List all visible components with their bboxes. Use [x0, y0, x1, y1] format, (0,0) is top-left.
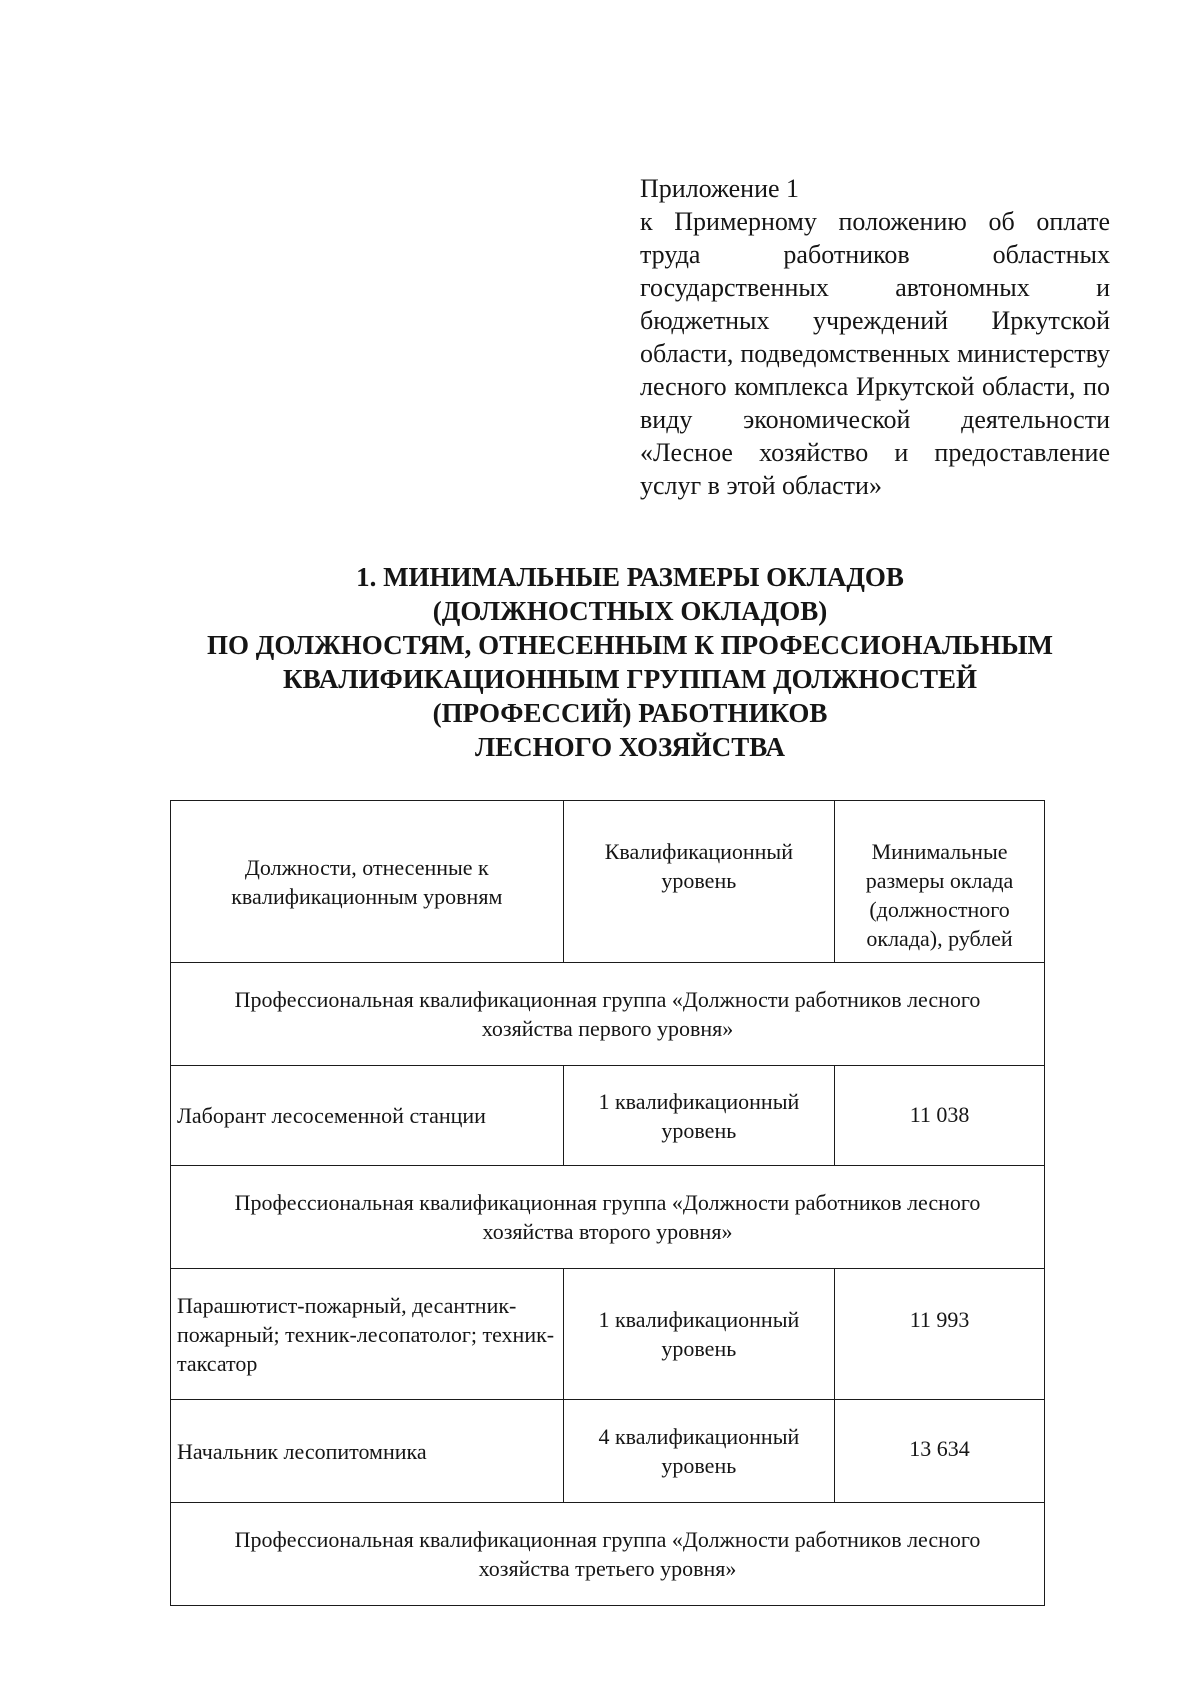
group-row	[171, 1166, 1045, 1269]
salary-cell: 11 993	[835, 1269, 1045, 1400]
appendix-text: к Примерному положению об оплате труда работников областных государственных автономных и бюджетных учреждений Иркутской области, подведомственных министерству лесного комплекса Иркутской области, по виду экономической деятельности «Лесное хозяйство и предоставление услуг в этой области»	[640, 207, 1110, 500]
group-title: Профессиональная квалификационная группа «Должности работников лесного хозяйства первого уровня»	[171, 963, 1045, 1066]
heading-line: ЛЕСНОГО ХОЗЯЙСТВА	[474, 732, 786, 762]
heading-line: 1. МИНИМАЛЬНЫЕ РАЗМЕРЫ ОКЛАДОВ	[356, 562, 904, 592]
position-cell: Парашютист-пожарный, десантник-пожарный; техник-лесопатолог; техник-таксатор	[171, 1269, 564, 1400]
group-title: Профессиональная квалификационная группа «Должности работников лесного хозяйства третьего уровня»	[171, 1503, 1045, 1606]
group-title: Профессиональная квалификационная группа «Должности работников лесного хозяйства второго уровня»	[171, 1166, 1045, 1269]
salary-cell: 13 634	[835, 1400, 1045, 1503]
header-salary: Минимальные размеры оклада (должностного оклада), рублей	[835, 801, 1045, 963]
table-row	[171, 1400, 1045, 1503]
salary-cell: 11 038	[835, 1066, 1045, 1166]
group-row	[171, 963, 1045, 1066]
table-row	[171, 1066, 1045, 1166]
header-positions: Должности, отнесенные к квалификационным уровням	[171, 801, 564, 963]
table-row	[171, 1269, 1045, 1400]
heading-line: (ДОЛЖНОСТНЫХ ОКЛАДОВ)	[432, 596, 828, 626]
group-row	[171, 1503, 1045, 1606]
position-cell: Лаборант лесосеменной станции	[171, 1066, 564, 1166]
appendix-block	[640, 172, 1110, 502]
heading-line: ПО ДОЛЖНОСТЯМ, ОТНЕСЕННЫМ К ПРОФЕССИОНАЛЬНЫМ	[206, 630, 1054, 660]
level-cell: 1 квалификационный уровень	[563, 1066, 834, 1166]
salary-table	[170, 800, 1045, 1606]
table-header-row	[171, 801, 1045, 963]
heading-line: КВАЛИФИКАЦИОННЫМ ГРУППАМ ДОЛЖНОСТЕЙ	[283, 664, 977, 694]
level-cell: 4 квалификационный уровень	[563, 1400, 834, 1503]
document-heading	[150, 560, 1110, 764]
level-cell: 1 квалификационный уровень	[563, 1269, 834, 1400]
appendix-title: Приложение 1	[640, 174, 800, 203]
header-level: Квалификационный уровень	[563, 801, 834, 963]
heading-line: (ПРОФЕССИЙ) РАБОТНИКОВ	[432, 698, 828, 728]
position-cell: Начальник лесопитомника	[171, 1400, 564, 1503]
